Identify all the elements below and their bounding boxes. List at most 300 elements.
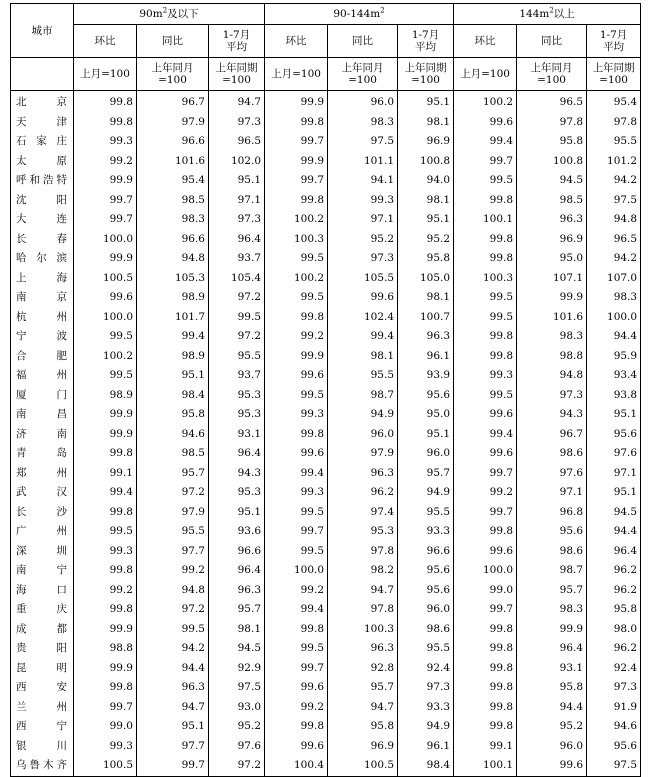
value-cell: 100.1 <box>454 756 517 776</box>
value-cell: 99.9 <box>265 91 328 113</box>
city-cell: 西安 <box>11 678 74 698</box>
value-cell: 105.4 <box>209 269 265 289</box>
value-cell: 95.6 <box>398 561 454 581</box>
value-cell: 99.9 <box>74 171 137 191</box>
value-cell: 96.4 <box>209 230 265 250</box>
value-cell: 99.8 <box>265 425 328 445</box>
value-cell: 98.9 <box>137 288 209 308</box>
value-cell: 96.4 <box>209 444 265 464</box>
value-cell: 99.9 <box>517 620 587 640</box>
city-cell: 海口 <box>11 581 74 601</box>
value-cell: 97.5 <box>587 756 641 776</box>
value-cell: 94.1 <box>328 171 398 191</box>
value-cell: 98.5 <box>137 191 209 211</box>
base-avg: 上年同期 =100 <box>398 58 454 91</box>
table-row <box>11 230 641 250</box>
value-cell: 95.6 <box>587 425 641 445</box>
base-avg: 上年同期 =100 <box>587 58 641 91</box>
value-cell: 99.8 <box>454 620 517 640</box>
city-cell: 大连 <box>11 210 74 230</box>
base-mom: 上月=100 <box>454 58 517 91</box>
city-cell: 沈阳 <box>11 191 74 211</box>
value-cell: 95.1 <box>587 405 641 425</box>
value-cell: 94.4 <box>587 327 641 347</box>
value-cell: 99.7 <box>265 659 328 679</box>
table-row <box>11 639 641 659</box>
table-row <box>11 620 641 640</box>
value-cell: 95.8 <box>517 132 587 152</box>
value-cell: 96.6 <box>137 230 209 250</box>
table-row <box>11 269 641 289</box>
city-cell: 呼和浩特 <box>11 171 74 191</box>
value-cell: 99.9 <box>517 288 587 308</box>
value-cell: 97.8 <box>328 600 398 620</box>
value-cell: 94.5 <box>587 503 641 523</box>
city-cell: 西宁 <box>11 717 74 737</box>
table-row <box>11 717 641 737</box>
value-cell: 100.2 <box>265 269 328 289</box>
value-cell: 99.5 <box>74 366 137 386</box>
value-cell: 92.8 <box>328 659 398 679</box>
value-cell: 94.5 <box>517 171 587 191</box>
table-row <box>11 737 641 757</box>
value-cell: 97.2 <box>137 483 209 503</box>
value-cell: 99.8 <box>74 91 137 113</box>
table-row <box>11 91 641 113</box>
value-cell: 96.1 <box>398 347 454 367</box>
value-cell: 99.9 <box>74 249 137 269</box>
value-cell: 95.4 <box>587 91 641 113</box>
value-cell: 99.6 <box>265 444 328 464</box>
value-cell: 99.1 <box>454 737 517 757</box>
value-cell: 100.0 <box>74 308 137 328</box>
value-cell: 95.2 <box>328 230 398 250</box>
value-cell: 97.3 <box>209 113 265 133</box>
value-cell: 99.6 <box>265 366 328 386</box>
value-cell: 95.1 <box>398 210 454 230</box>
value-cell: 95.0 <box>398 405 454 425</box>
value-cell: 97.1 <box>209 191 265 211</box>
table-row <box>11 464 641 484</box>
value-cell: 94.9 <box>328 405 398 425</box>
table-row <box>11 756 641 776</box>
value-cell: 99.7 <box>265 132 328 152</box>
group-header-medium: $90-144m^2$ <box>265 4 454 25</box>
base-yoy: 上年同月 =100 <box>328 58 398 91</box>
table-row <box>11 366 641 386</box>
value-cell: 98.5 <box>517 191 587 211</box>
value-cell: 94.2 <box>587 249 641 269</box>
value-cell: 101.1 <box>328 152 398 172</box>
value-cell: 94.8 <box>137 581 209 601</box>
value-cell: 93.9 <box>398 366 454 386</box>
value-cell: 97.2 <box>209 288 265 308</box>
value-cell: 93.0 <box>209 698 265 718</box>
value-cell: 96.8 <box>517 503 587 523</box>
value-cell: 98.4 <box>398 756 454 776</box>
value-cell: 99.7 <box>74 210 137 230</box>
value-cell: 95.5 <box>209 347 265 367</box>
value-cell: 99.4 <box>328 327 398 347</box>
city-cell: 银川 <box>11 737 74 757</box>
table-row <box>11 152 641 172</box>
value-cell: 98.1 <box>398 113 454 133</box>
value-cell: 95.7 <box>328 678 398 698</box>
value-cell: 99.9 <box>74 425 137 445</box>
value-cell: 99.8 <box>454 327 517 347</box>
value-cell: 93.1 <box>517 659 587 679</box>
value-cell: 99.3 <box>454 366 517 386</box>
value-cell: 98.5 <box>137 444 209 464</box>
subheader-mom: 环比 <box>265 25 328 58</box>
value-cell: 96.5 <box>587 230 641 250</box>
value-cell: 93.6 <box>209 522 265 542</box>
value-cell: 100.8 <box>517 152 587 172</box>
value-cell: 99.4 <box>137 327 209 347</box>
value-cell: 99.5 <box>454 386 517 406</box>
value-cell: 99.6 <box>74 288 137 308</box>
value-cell: 95.1 <box>587 483 641 503</box>
value-cell: 105.0 <box>398 269 454 289</box>
value-cell: 98.1 <box>328 347 398 367</box>
city-cell: 乌鲁木齐 <box>11 756 74 776</box>
value-cell: 102.0 <box>209 152 265 172</box>
value-cell: 100.2 <box>454 91 517 113</box>
value-cell: 91.9 <box>587 698 641 718</box>
value-cell: 95.5 <box>398 503 454 523</box>
value-cell: 99.4 <box>265 600 328 620</box>
value-cell: 94.7 <box>137 698 209 718</box>
value-cell: 98.8 <box>517 347 587 367</box>
table-row <box>11 600 641 620</box>
city-cell: 合肥 <box>11 347 74 367</box>
value-cell: 97.1 <box>328 210 398 230</box>
value-cell: 95.3 <box>209 483 265 503</box>
value-cell: 99.7 <box>265 171 328 191</box>
value-cell: 99.6 <box>454 444 517 464</box>
value-cell: 95.5 <box>587 132 641 152</box>
value-cell: 99.4 <box>454 425 517 445</box>
value-cell: 95.7 <box>517 581 587 601</box>
table-row <box>11 659 641 679</box>
value-cell: 96.7 <box>137 91 209 113</box>
value-cell: 100.0 <box>265 561 328 581</box>
value-cell: 99.7 <box>137 756 209 776</box>
value-cell: 99.7 <box>454 152 517 172</box>
value-cell: 97.4 <box>328 503 398 523</box>
value-cell: 98.1 <box>209 620 265 640</box>
value-cell: 97.9 <box>137 113 209 133</box>
value-cell: 95.2 <box>209 717 265 737</box>
value-cell: 99.5 <box>74 522 137 542</box>
city-cell: 天津 <box>11 113 74 133</box>
value-cell: 94.4 <box>137 659 209 679</box>
value-cell: 99.8 <box>74 561 137 581</box>
value-cell: 97.1 <box>587 464 641 484</box>
value-cell: 95.3 <box>328 522 398 542</box>
city-cell: 成都 <box>11 620 74 640</box>
value-cell: 100.0 <box>74 230 137 250</box>
value-cell: 99.3 <box>328 191 398 211</box>
value-cell: 99.9 <box>74 405 137 425</box>
value-cell: 94.9 <box>398 717 454 737</box>
value-cell: 97.3 <box>517 386 587 406</box>
city-cell: 长春 <box>11 230 74 250</box>
value-cell: 100.4 <box>265 756 328 776</box>
value-cell: 99.8 <box>454 249 517 269</box>
base-empty <box>11 58 74 91</box>
value-cell: 93.1 <box>209 425 265 445</box>
value-cell: 93.8 <box>587 386 641 406</box>
value-cell: 94.6 <box>137 425 209 445</box>
table-row <box>11 288 641 308</box>
value-cell: 100.7 <box>398 308 454 328</box>
value-cell: 99.5 <box>265 542 328 562</box>
table-row <box>11 210 641 230</box>
value-cell: 94.8 <box>517 366 587 386</box>
value-cell: 94.8 <box>587 210 641 230</box>
city-cell: 南昌 <box>11 405 74 425</box>
city-cell: 昆明 <box>11 659 74 679</box>
value-cell: 95.8 <box>517 678 587 698</box>
value-cell: 99.1 <box>74 464 137 484</box>
value-cell: 96.4 <box>587 542 641 562</box>
value-cell: 95.0 <box>517 249 587 269</box>
table-row <box>11 542 641 562</box>
value-cell: 95.8 <box>587 600 641 620</box>
value-cell: 96.2 <box>587 581 641 601</box>
value-cell: 96.5 <box>517 91 587 113</box>
value-cell: 99.8 <box>454 522 517 542</box>
value-cell: 96.1 <box>398 737 454 757</box>
value-cell: 95.5 <box>328 366 398 386</box>
value-cell: 96.3 <box>209 581 265 601</box>
value-cell: 96.7 <box>517 425 587 445</box>
value-cell: 96.0 <box>328 425 398 445</box>
value-cell: 99.5 <box>137 620 209 640</box>
value-cell: 95.1 <box>209 171 265 191</box>
value-cell: 94.0 <box>398 171 454 191</box>
value-cell: 95.2 <box>517 717 587 737</box>
value-cell: 99.2 <box>74 152 137 172</box>
group-header-large: $144m^2$以上 <box>454 4 641 25</box>
value-cell: 98.6 <box>517 542 587 562</box>
value-cell: 100.5 <box>74 756 137 776</box>
city-cell: 宁波 <box>11 327 74 347</box>
value-cell: 99.2 <box>265 327 328 347</box>
value-cell: 99.2 <box>265 581 328 601</box>
value-cell: 99.8 <box>265 191 328 211</box>
table-row <box>11 347 641 367</box>
value-cell: 98.8 <box>74 639 137 659</box>
price-index-table <box>10 3 641 777</box>
value-cell: 96.2 <box>587 561 641 581</box>
value-cell: 99.2 <box>74 581 137 601</box>
table-row <box>11 425 641 445</box>
value-cell: 96.3 <box>517 210 587 230</box>
value-cell: 94.7 <box>328 581 398 601</box>
value-cell: 99.5 <box>74 327 137 347</box>
value-cell: 92.9 <box>209 659 265 679</box>
value-cell: 95.7 <box>209 600 265 620</box>
value-cell: 99.8 <box>454 347 517 367</box>
city-cell: 武汉 <box>11 483 74 503</box>
table-body <box>11 91 641 777</box>
value-cell: 95.7 <box>398 464 454 484</box>
value-cell: 95.4 <box>137 171 209 191</box>
table-row <box>11 698 641 718</box>
base-mom: 上月=100 <box>265 58 328 91</box>
value-cell: 100.8 <box>398 152 454 172</box>
value-cell: 99.5 <box>209 308 265 328</box>
value-cell: 94.6 <box>587 717 641 737</box>
table-row <box>11 678 641 698</box>
value-cell: 98.9 <box>74 386 137 406</box>
value-cell: 94.9 <box>398 483 454 503</box>
value-cell: 100.3 <box>328 620 398 640</box>
table-row <box>11 561 641 581</box>
value-cell: 99.5 <box>454 308 517 328</box>
value-cell: 98.1 <box>398 191 454 211</box>
value-cell: 99.3 <box>265 483 328 503</box>
value-cell: 97.5 <box>209 678 265 698</box>
city-cell: 哈尔滨 <box>11 249 74 269</box>
value-cell: 99.7 <box>74 698 137 718</box>
value-cell: 99.6 <box>454 405 517 425</box>
value-cell: 95.8 <box>328 717 398 737</box>
value-cell: 99.4 <box>265 464 328 484</box>
value-cell: 95.3 <box>209 405 265 425</box>
value-cell: 97.2 <box>209 327 265 347</box>
value-cell: 101.2 <box>587 152 641 172</box>
value-cell: 95.2 <box>398 230 454 250</box>
value-cell: 98.6 <box>517 444 587 464</box>
value-cell: 99.8 <box>74 503 137 523</box>
value-cell: 97.3 <box>398 678 454 698</box>
value-cell: 99.8 <box>265 620 328 640</box>
value-cell: 97.8 <box>587 113 641 133</box>
value-cell: 98.3 <box>587 288 641 308</box>
city-cell: 广州 <box>11 522 74 542</box>
city-cell: 重庆 <box>11 600 74 620</box>
value-cell: 95.6 <box>517 522 587 542</box>
value-cell: 99.8 <box>454 639 517 659</box>
value-cell: 99.9 <box>265 152 328 172</box>
table-row <box>11 405 641 425</box>
value-cell: 99.5 <box>265 386 328 406</box>
value-cell: 93.7 <box>209 366 265 386</box>
value-cell: 98.3 <box>517 600 587 620</box>
value-cell: 96.2 <box>328 483 398 503</box>
value-cell: 97.7 <box>137 542 209 562</box>
value-cell: 94.7 <box>209 91 265 113</box>
table-row <box>11 386 641 406</box>
value-cell: 96.0 <box>398 444 454 464</box>
city-cell: 石家庄 <box>11 132 74 152</box>
value-cell: 99.8 <box>265 308 328 328</box>
value-cell: 95.6 <box>398 581 454 601</box>
value-cell: 96.6 <box>137 132 209 152</box>
value-cell: 98.1 <box>398 288 454 308</box>
table-row <box>11 483 641 503</box>
subheader-mom: 环比 <box>74 25 137 58</box>
value-cell: 95.9 <box>587 347 641 367</box>
table-row <box>11 327 641 347</box>
value-cell: 99.9 <box>74 620 137 640</box>
table-row <box>11 444 641 464</box>
value-cell: 105.3 <box>137 269 209 289</box>
value-cell: 99.6 <box>328 288 398 308</box>
value-cell: 97.8 <box>328 542 398 562</box>
value-cell: 93.7 <box>209 249 265 269</box>
value-cell: 96.0 <box>328 91 398 113</box>
value-cell: 99.8 <box>74 600 137 620</box>
value-cell: 95.1 <box>398 91 454 113</box>
value-cell: 96.5 <box>209 132 265 152</box>
value-cell: 96.9 <box>328 737 398 757</box>
value-cell: 99.8 <box>74 113 137 133</box>
base-mom: 上月=100 <box>74 58 137 91</box>
value-cell: 97.8 <box>517 113 587 133</box>
value-cell: 95.5 <box>398 639 454 659</box>
value-cell: 98.3 <box>328 113 398 133</box>
value-cell: 97.6 <box>587 444 641 464</box>
value-cell: 95.3 <box>209 386 265 406</box>
value-cell: 94.5 <box>209 639 265 659</box>
value-cell: 99.7 <box>454 464 517 484</box>
value-cell: 95.1 <box>209 503 265 523</box>
table-row <box>11 503 641 523</box>
value-cell: 97.5 <box>328 132 398 152</box>
subheader-mom: 环比 <box>454 25 517 58</box>
value-cell: 93.3 <box>398 698 454 718</box>
value-cell: 99.6 <box>454 113 517 133</box>
value-cell: 96.9 <box>517 230 587 250</box>
value-cell: 99.8 <box>265 113 328 133</box>
value-cell: 101.6 <box>517 308 587 328</box>
value-cell: 99.6 <box>265 737 328 757</box>
value-cell: 99.3 <box>74 132 137 152</box>
table-row <box>11 113 641 133</box>
value-cell: 94.7 <box>328 698 398 718</box>
value-cell: 99.3 <box>74 737 137 757</box>
value-cell: 99.6 <box>265 678 328 698</box>
value-cell: 99.8 <box>265 717 328 737</box>
city-cell: 杭州 <box>11 308 74 328</box>
value-cell: 95.5 <box>137 522 209 542</box>
value-cell: 96.9 <box>398 132 454 152</box>
value-cell: 97.3 <box>587 678 641 698</box>
value-cell: 94.4 <box>587 522 641 542</box>
city-cell: 南京 <box>11 288 74 308</box>
value-cell: 96.6 <box>398 542 454 562</box>
value-cell: 98.3 <box>517 327 587 347</box>
value-cell: 94.3 <box>517 405 587 425</box>
value-cell: 100.0 <box>587 308 641 328</box>
value-cell: 99.4 <box>74 483 137 503</box>
subheader-yoy: 同比 <box>137 25 209 58</box>
value-cell: 95.8 <box>137 405 209 425</box>
value-cell: 95.7 <box>137 464 209 484</box>
value-cell: 98.3 <box>137 210 209 230</box>
group-header-small: $90m^2$及以下 <box>74 4 265 25</box>
city-cell: 青岛 <box>11 444 74 464</box>
value-cell: 97.9 <box>328 444 398 464</box>
value-cell: 100.2 <box>265 210 328 230</box>
value-cell: 97.7 <box>137 737 209 757</box>
value-cell: 107.0 <box>587 269 641 289</box>
base-yoy: 上年同月 =100 <box>517 58 587 91</box>
